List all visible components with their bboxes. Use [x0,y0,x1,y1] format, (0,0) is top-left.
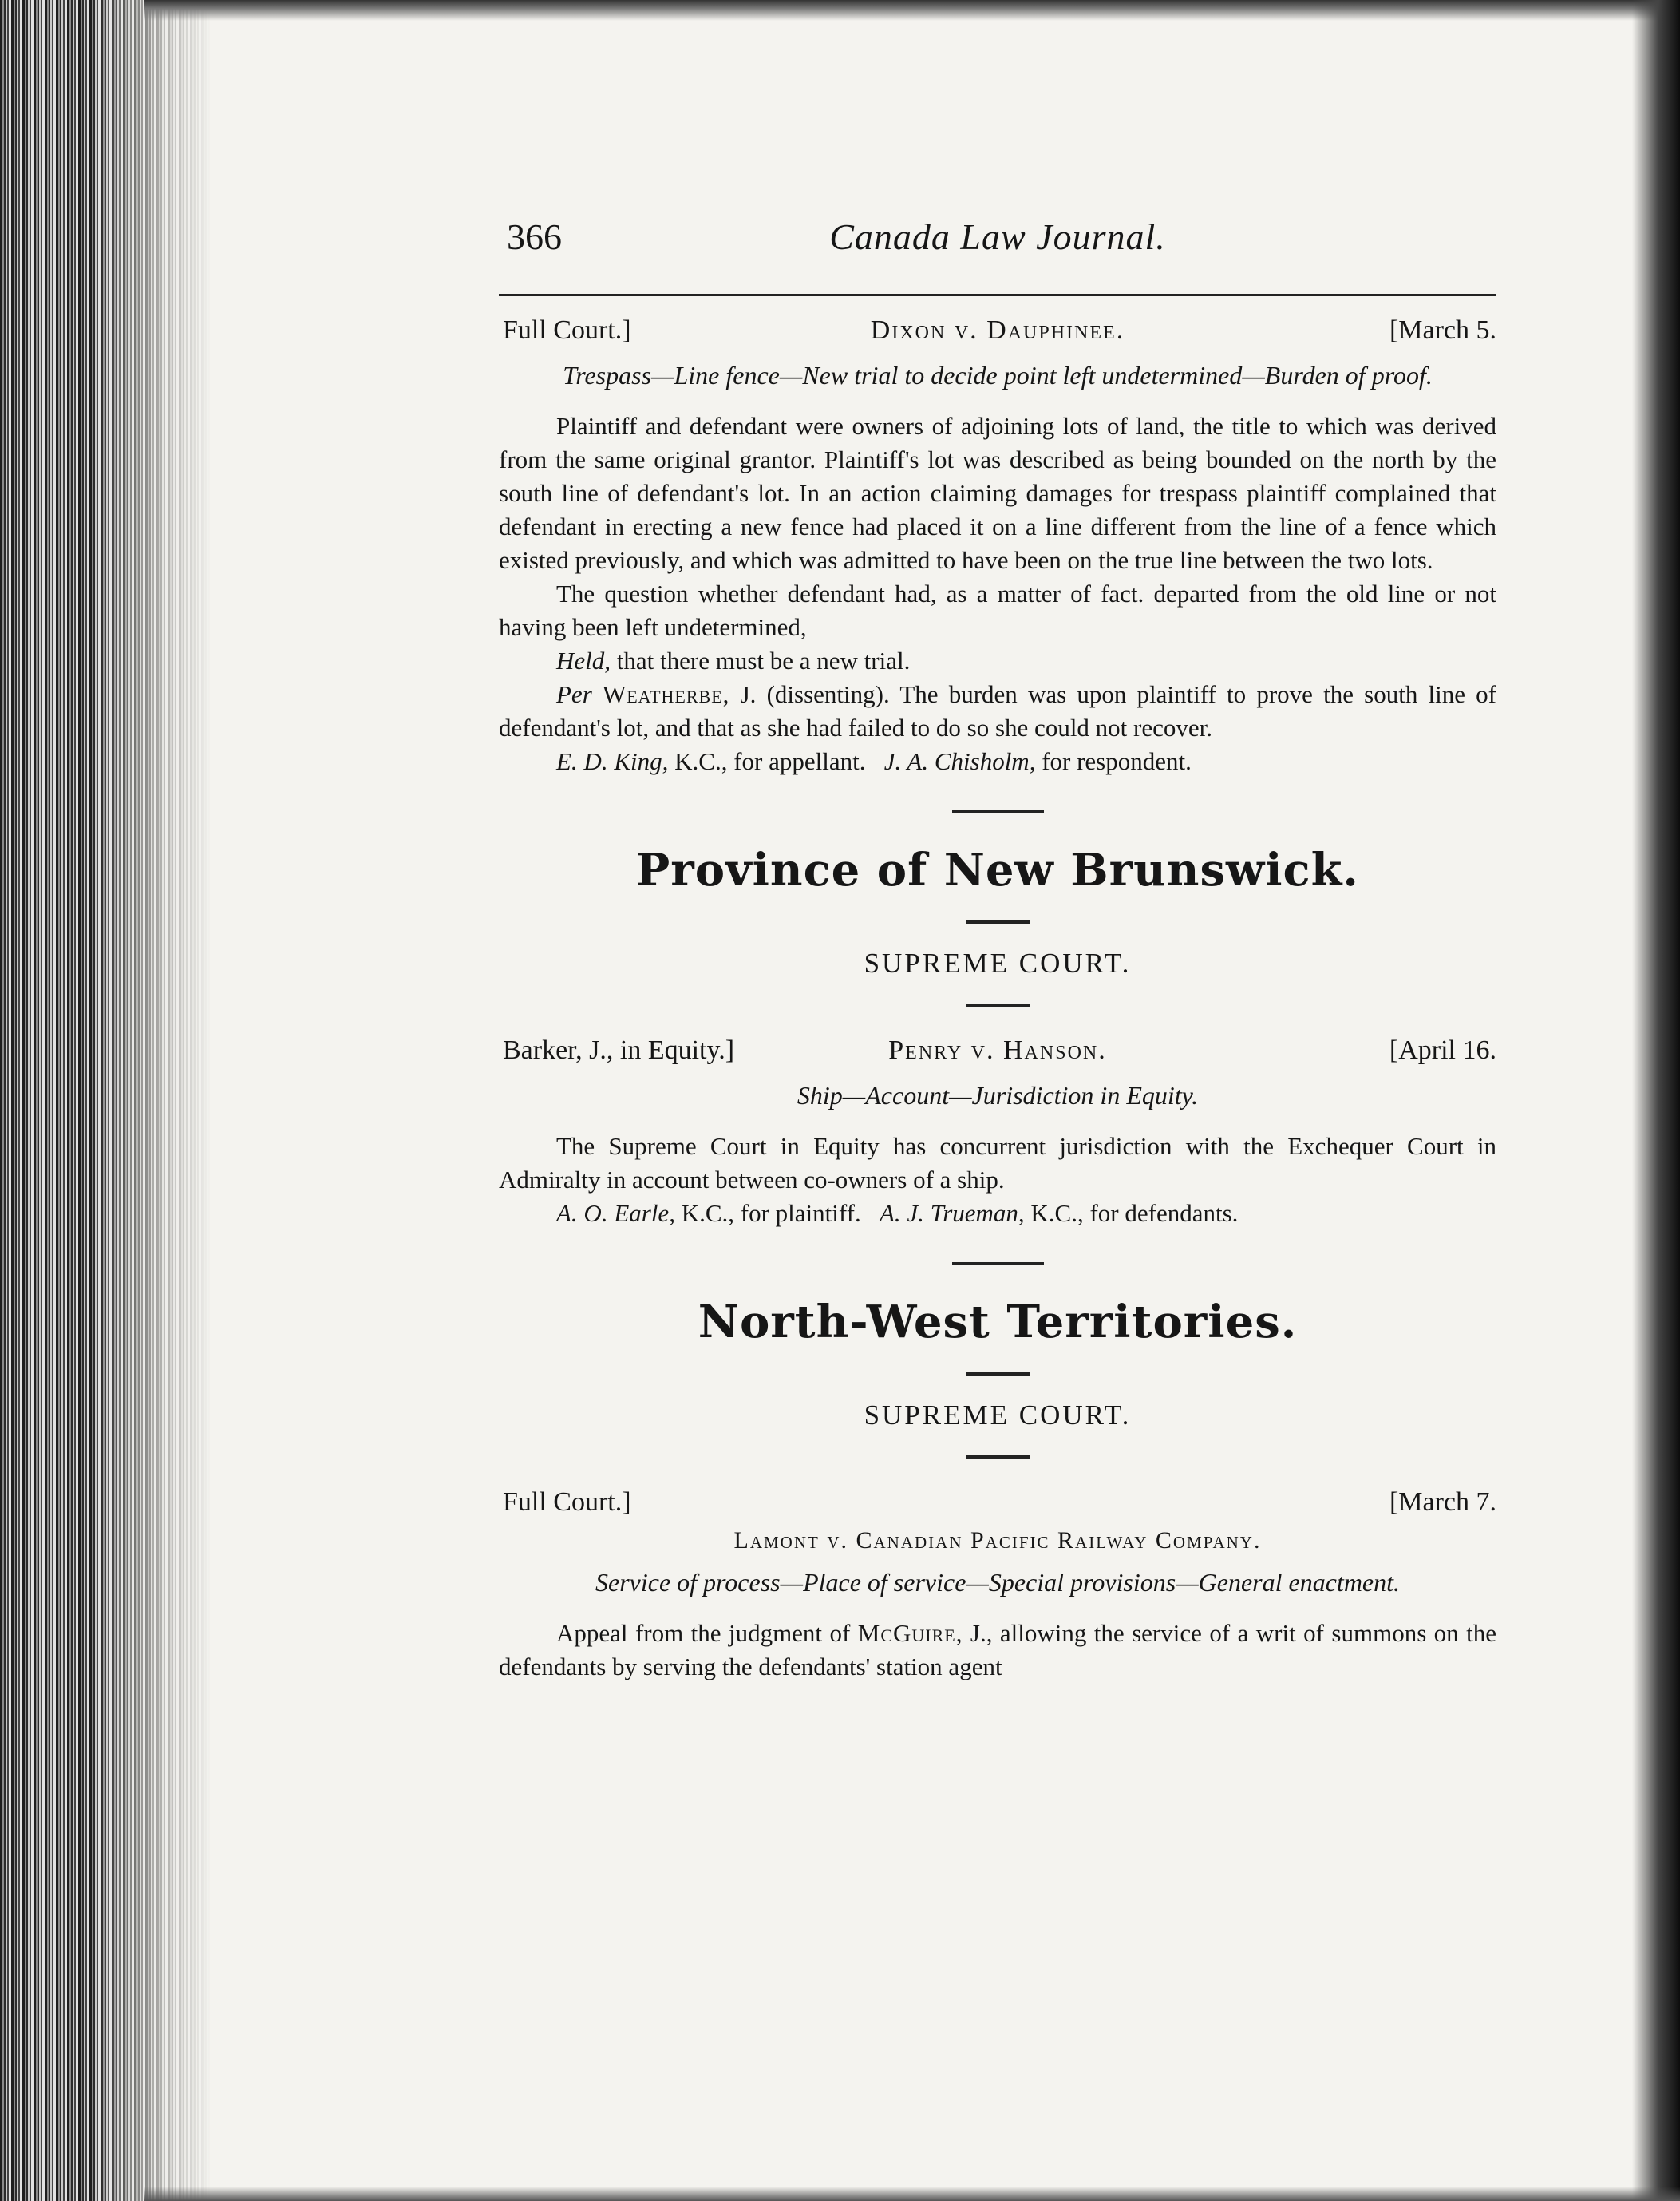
scan-bottom-edge [144,2187,1680,2201]
held-label: Held, [556,647,611,675]
section-divider [966,1372,1030,1376]
counsel-line [499,1197,1496,1230]
case-paragraph [499,1617,1496,1684]
case-parties: Lamont v. Canadian Pacific Railway Company. [733,1527,1262,1554]
scan-right-edge [1632,0,1680,2201]
counsel-role: K.C., for defendants. [1030,1199,1239,1227]
scan-top-edge [144,0,1660,21]
book-binding-edge [0,0,211,2201]
case-name: Dixon v. Dauphinee. [870,315,1125,345]
case-header-penry [499,1031,1496,1072]
section-divider [966,1455,1030,1459]
counsel-name: E. D. King, [556,747,669,775]
province-heading: Province of New Brunswick. [636,844,1359,897]
case-name: Penry v. Hanson. [888,1035,1107,1065]
journal-title: Canada Law Journal. [829,216,1166,257]
case-date: [March 7. [1389,1487,1496,1517]
running-head [499,216,1496,271]
case-paragraph: The Supreme Court in Equity has concurrent jurisdiction with the Exchequer Court in Admiralty in account between co-owners of a ship. [499,1132,1496,1194]
case-court: Full Court.] [503,1487,631,1517]
dissent-text: J. (dissenting). The burden was upon plaintiff to prove the south line of defendant's lot, and that as she had failed to do so she could not recover. [499,680,1497,742]
judge-name: McGuire, [857,1619,963,1647]
counsel-name: A. O. Earle, [556,1199,675,1227]
paragraph-text: J., allowing the service of a writ of summons on the defendants by serving the defendants' station agent [499,1619,1496,1680]
case-paragraph: The question whether defendant had, as a matter of fact. departed from the old line or not having been left undetermined, [499,580,1496,641]
case-catchwords: Trespass—Line fence—New trial to decide point left undetermined—Burden of proof. [563,361,1433,390]
header-rule [499,294,1496,296]
case-paragraph: Plaintiff and defendant were owners of adjoining lots of land, the title to which was derived from the same original grantor. Plaintiff's lot was described as being bounded on the north by the south line of defendant's lot. In an action claiming damages for trespass plaintiff complained that defendant in erecting a new fence had placed it on a line different from the line of a fence which existed previously, and which was admitted to have been on the true line between the two lots. [499,412,1496,574]
court-heading: SUPREME COURT. [864,948,1132,979]
case-date: [April 16. [1389,1035,1496,1065]
counsel-role: K.C., for appellant. [674,747,866,775]
paragraph-text: Appeal from the judgment of [556,1619,851,1647]
page-number: 366 [507,216,562,257]
case-court: Full Court.] [503,315,631,345]
per-label: Per [556,680,592,708]
section-divider [966,1004,1030,1007]
case-court: Barker, J., in Equity.] [503,1035,735,1065]
court-heading: SUPREME COURT. [864,1399,1132,1431]
case-catchwords: Ship—Account—Jurisdiction in Equity. [797,1081,1199,1110]
counsel-name: A. J. Trueman, [879,1199,1025,1227]
section-divider [952,1262,1044,1265]
judge-name: Weatherbe, [602,680,730,708]
counsel-role: for respondent. [1042,747,1192,775]
province-heading: North-West Territories. [698,1296,1298,1348]
case-catchwords: Service of process—Place of service—Special provisions—General enactment. [595,1568,1401,1597]
held-text: that there must be a new trial. [616,647,911,675]
dissent-paragraph [499,678,1496,745]
counsel-line [499,745,1496,778]
case-date: [March 5. [1389,315,1496,345]
counsel-name: J. A. Chisholm, [883,747,1036,775]
case-header-dixon [499,311,1496,352]
section-divider [952,810,1044,813]
section-divider [966,920,1030,924]
counsel-role: K.C., for plaintiff. [681,1199,861,1227]
case-header-lamont [499,1483,1496,1524]
held-paragraph [499,644,1496,678]
journal-page [499,216,1496,1684]
